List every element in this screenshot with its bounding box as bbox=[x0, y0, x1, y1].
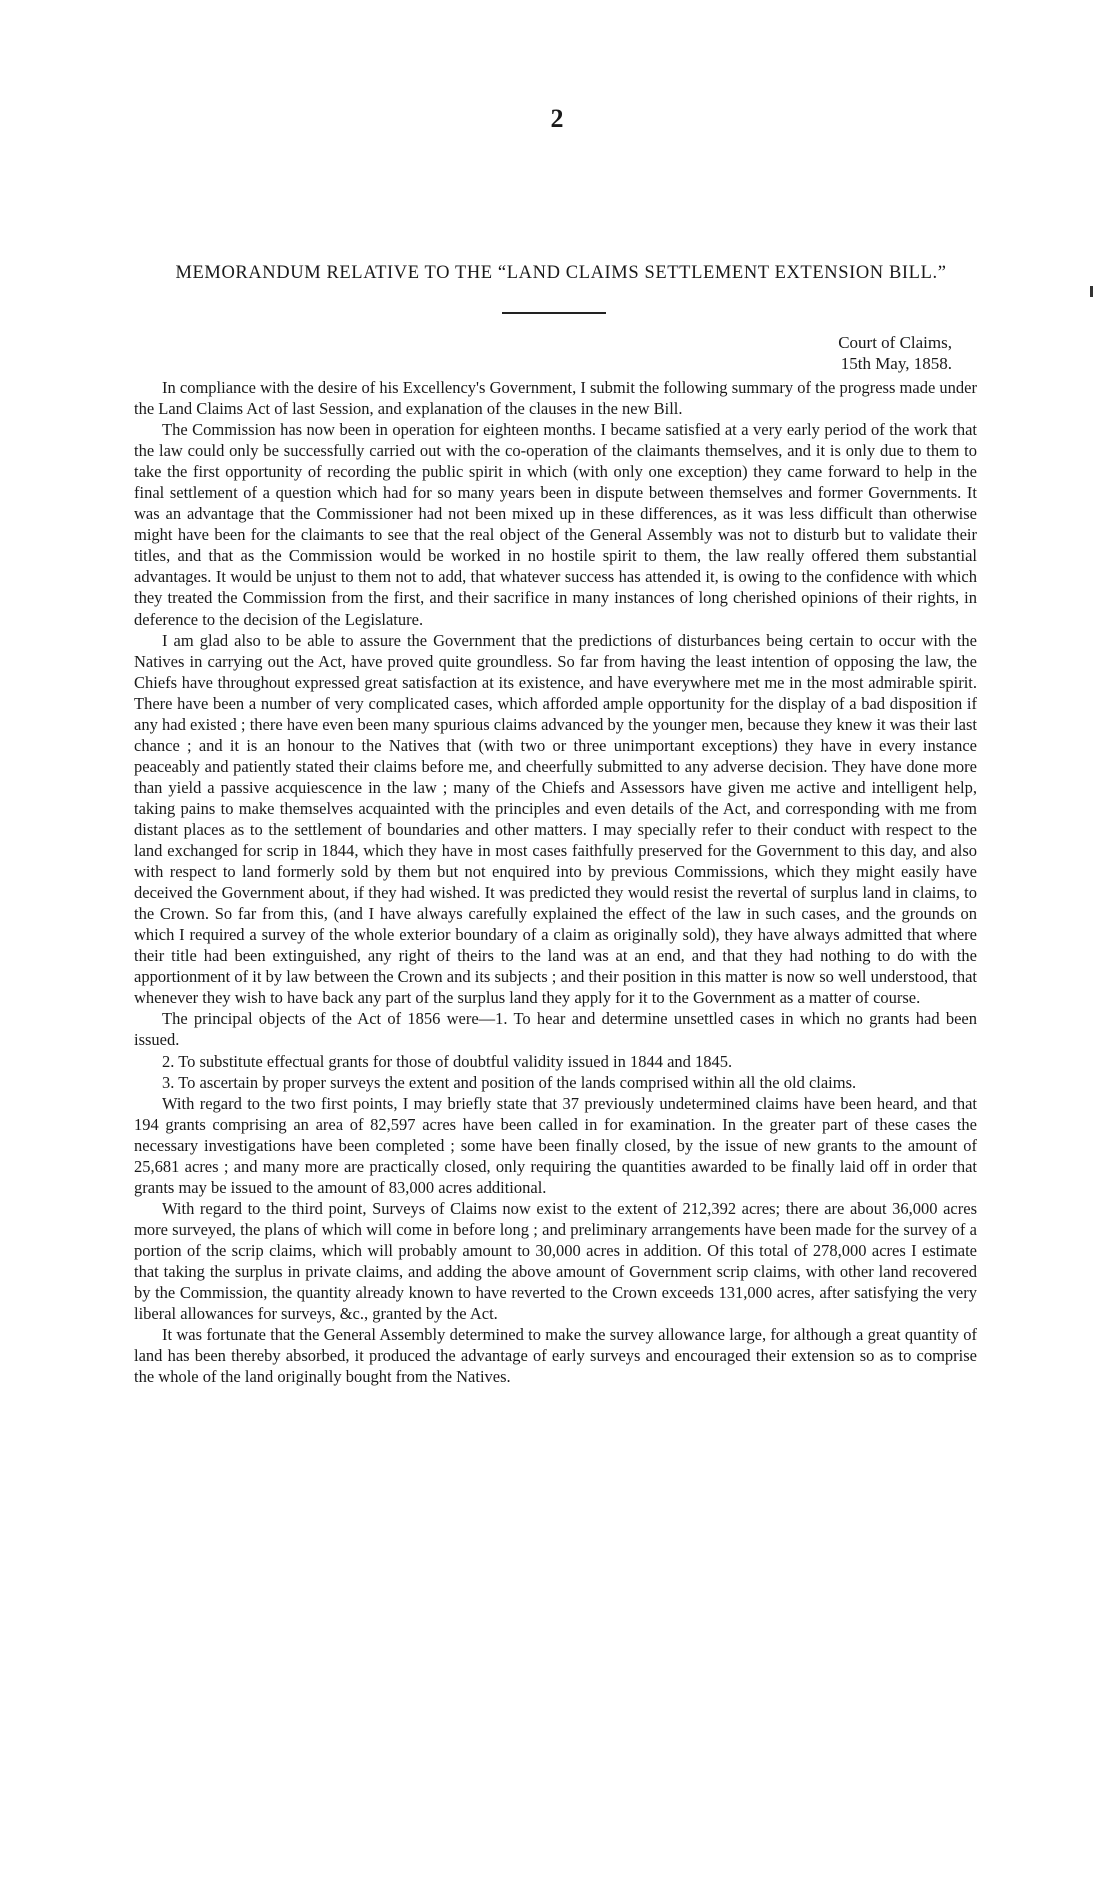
dateline-date: 15th May, 1858. bbox=[840, 354, 952, 373]
memorandum-body bbox=[134, 377, 977, 1387]
title-divider bbox=[502, 312, 606, 314]
paragraph-intro: In compliance with the desire of his Excellency's Government, I submit the following summary of the progress made under the Land Claims Act of last Session, and explanation of the clauses in the new Bill. bbox=[134, 378, 977, 419]
paragraph-commission: The Commission has now been in operation for eighteen months. I became satisfied at a very early period of the work that the law could only be successfully carried out with the co-operation of the claimants themselves, and it is only due to them to take the first opportunity of recording the public spirit in which (with only one exception) they came forward to help in the final settlement of a question which had for so many years been in dispute between themselves and former Governments. It was an advantage that the Commissioner had not been mixed up in these differences, as it was less difficult than otherwise might have been for the claimants to see that the real object of the General Assembly was not to disturb but to validate their titles, and that as the Commission would be worked in no hostile spirit to them, the law really offered them substantial advantages. It would be unjust to them not to add, that whatever success has attended it, is owing to the confidence with which they treated the Commission from the first, and their sacrifice in many instances of long cherished opinions of their rights, in deference to the decision of the Legislature. bbox=[134, 420, 977, 629]
paragraph-survey-allowance: It was fortunate that the General Assembly determined to make the survey allowance large, for although a great quantity of land has been thereby absorbed, it produced the advantage of early surveys and encouraged their extension so as to comprise the whole of the land originally bought from the Natives. bbox=[134, 1325, 977, 1387]
dateline bbox=[838, 332, 952, 374]
paragraph-first-points: With regard to the two first points, I may briefly state that 37 previously undetermined claims have been heard, and that 194 grants comprising an area of 82,597 acres have been called in for examination. In the greater part of these cases the necessary investigations have been completed ; some have been finally closed, by the issue of new grants to the amount of 25,681 acres ; and many more are practically closed, only requiring the quantities awarded to be finally laid off in order that grants may be issued to the amount of 83,000 acres additional. bbox=[134, 1093, 977, 1197]
page-number: 2 bbox=[550, 104, 564, 133]
paragraph-object-3: 3. To ascertain by proper surveys the extent and position of the lands comprised within all the old claims. bbox=[162, 1072, 857, 1092]
paragraph-objects: The principal objects of the Act of 1856 were—1. To hear and determine unsettled cases in which no grants had been issued. bbox=[134, 1009, 977, 1050]
margin-mark bbox=[1090, 286, 1093, 297]
paragraph-object-2: 2. To substitute effectual grants for those of doubtful validity issued in 1844 and 1845. bbox=[162, 1051, 733, 1071]
paragraph-natives: I am glad also to be able to assure the Government that the predictions of disturbances being certain to occur with the Natives in carrying out the Act, have proved quite groundless. So far from having the least intention of opposing the law, the Chiefs have throughout expressed great satisfaction at its existence, and have everywhere met me in the most admirable spirit. There have been a number of very complicated cases, which afforded ample opportunity for the display of a bad disposition if any had existed ; there have even been many spurious claims advanced by the younger men, because they knew it was their last chance ; and it is an honour to the Natives that (with two or three unimportant exceptions) they have in every instance peaceably and patiently stated their claims before me, and cheerfully submitted to any adverse decision. They have done more than yield a passive acquiescence in the law ; many of the Chiefs and Assessors have given me active and intelligent help, taking pains to make themselves acquainted with the principles and even details of the Act, and corresponding with me from distant places as to the settlement of boundaries and other matters. I may specially refer to their conduct with respect to the land exchanged for scrip in 1844, which they have in most cases faithfully preserved for the Government to this day, and also with respect to land formerly sold by them but not enquired into by previous Commissions, which they might easily have deceived the Government about, if they had wished. It was predicted they would resist the revertal of surplus land in claims, to the Crown. So far from this, (and I have always carefully explained the effect of the law in such cases, and the grounds on which I required a survey of the whole exterior boundary of a claim as originally sold), they have always admitted that where their title had been extinguished, any right of theirs to the land was at an end, and that they had nothing to do with the apportionment of it by law between the Crown and its subjects ; and their position in this matter is now so well understood, that whenever they wish to have back any part of the surplus land they apply for it to the Government as a matter of course. bbox=[134, 630, 977, 1008]
paragraph-third-point: With regard to the third point, Surveys of Claims now exist to the extent of 212,392 acres; there are about 36,000 acres more surveyed, the plans of which will come in before long ; and preliminary arrangements have been made for the survey of a portion of the scrip claims, which will probably amount to 30,000 acres in addition. Of this total of 278,000 acres I estimate that taking the surplus in private claims, and adding the above amount of Government scrip claims, with other land recovered by the Commission, the quantity already known to have reverted to the Crown exceeds 131,000 acres, after satisfying the very liberal allowances for surveys, &c., granted by the Act. bbox=[134, 1198, 977, 1324]
document-title: MEMORANDUM RELATIVE TO THE “LAND CLAIMS SETTLEMENT EXTENSION BILL.” bbox=[175, 263, 947, 283]
dateline-place: Court of Claims, bbox=[838, 333, 952, 352]
